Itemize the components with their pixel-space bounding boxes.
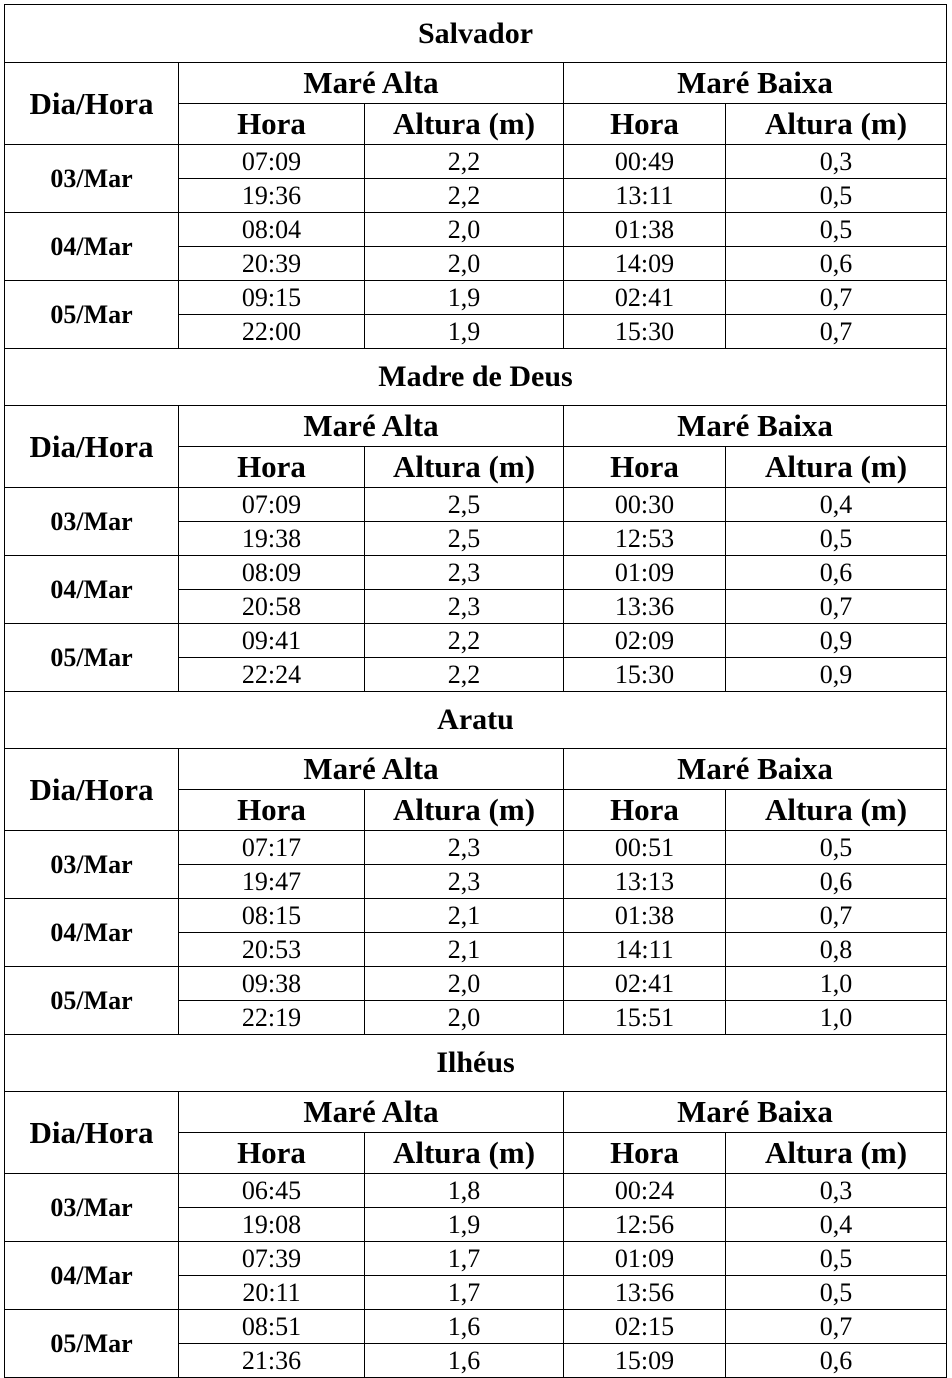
location-title: Aratu bbox=[5, 692, 947, 749]
group-header-row bbox=[5, 63, 947, 104]
alta-altura-cell: 2,0 bbox=[365, 1001, 564, 1035]
location-title: Salvador bbox=[5, 5, 947, 63]
baixa-hora-cell: 13:11 bbox=[564, 179, 726, 213]
table-row bbox=[5, 899, 947, 933]
alta-hora-cell: 07:09 bbox=[179, 488, 365, 522]
mare-alta-header: Maré Alta bbox=[179, 63, 564, 104]
alta-hora-cell: 07:17 bbox=[179, 831, 365, 865]
alta-hora-header: Hora bbox=[179, 790, 365, 831]
alta-hora-cell: 20:53 bbox=[179, 933, 365, 967]
alta-altura-cell: 2,3 bbox=[365, 865, 564, 899]
table-row bbox=[5, 1310, 947, 1344]
baixa-altura-cell: 0,7 bbox=[726, 590, 947, 624]
baixa-altura-cell: 0,7 bbox=[726, 281, 947, 315]
location-title-row bbox=[5, 1035, 947, 1092]
alta-hora-cell: 20:11 bbox=[179, 1276, 365, 1310]
alta-hora-cell: 20:39 bbox=[179, 247, 365, 281]
baixa-altura-cell: 0,5 bbox=[726, 831, 947, 865]
table-row bbox=[5, 145, 947, 179]
day-label: 05/Mar bbox=[5, 1310, 179, 1378]
baixa-altura-header: Altura (m) bbox=[726, 790, 947, 831]
baixa-altura-cell: 0,6 bbox=[726, 247, 947, 281]
baixa-hora-cell: 15:30 bbox=[564, 658, 726, 692]
alta-hora-cell: 09:15 bbox=[179, 281, 365, 315]
day-label: 03/Mar bbox=[5, 831, 179, 899]
baixa-altura-cell: 0,6 bbox=[726, 556, 947, 590]
alta-hora-cell: 08:09 bbox=[179, 556, 365, 590]
baixa-altura-cell: 0,7 bbox=[726, 315, 947, 349]
baixa-altura-cell: 0,3 bbox=[726, 145, 947, 179]
alta-hora-header: Hora bbox=[179, 1133, 365, 1174]
alta-altura-cell: 2,3 bbox=[365, 590, 564, 624]
dia-hora-header: Dia/Hora bbox=[5, 1092, 179, 1174]
alta-hora-cell: 19:08 bbox=[179, 1208, 365, 1242]
baixa-altura-cell: 0,7 bbox=[726, 899, 947, 933]
alta-altura-header: Altura (m) bbox=[365, 790, 564, 831]
day-label: 05/Mar bbox=[5, 281, 179, 349]
mare-baixa-header: Maré Baixa bbox=[564, 63, 947, 104]
day-label: 03/Mar bbox=[5, 488, 179, 556]
alta-hora-cell: 19:38 bbox=[179, 522, 365, 556]
baixa-altura-cell: 0,8 bbox=[726, 933, 947, 967]
baixa-hora-cell: 15:09 bbox=[564, 1344, 726, 1378]
alta-altura-cell: 1,7 bbox=[365, 1276, 564, 1310]
baixa-hora-cell: 13:56 bbox=[564, 1276, 726, 1310]
baixa-altura-header: Altura (m) bbox=[726, 447, 947, 488]
day-label: 03/Mar bbox=[5, 145, 179, 213]
dia-hora-header: Dia/Hora bbox=[5, 63, 179, 145]
baixa-hora-cell: 01:09 bbox=[564, 556, 726, 590]
alta-hora-header: Hora bbox=[179, 447, 365, 488]
alta-altura-cell: 1,6 bbox=[365, 1310, 564, 1344]
alta-altura-header: Altura (m) bbox=[365, 1133, 564, 1174]
mare-baixa-header: Maré Baixa bbox=[564, 749, 947, 790]
tide-table-body bbox=[5, 5, 947, 1378]
mare-baixa-header: Maré Baixa bbox=[564, 406, 947, 447]
alta-hora-cell: 22:24 bbox=[179, 658, 365, 692]
day-label: 04/Mar bbox=[5, 556, 179, 624]
group-header-row bbox=[5, 406, 947, 447]
table-row bbox=[5, 488, 947, 522]
baixa-altura-cell: 0,4 bbox=[726, 1208, 947, 1242]
mare-alta-header: Maré Alta bbox=[179, 749, 564, 790]
alta-hora-cell: 07:39 bbox=[179, 1242, 365, 1276]
baixa-altura-cell: 0,6 bbox=[726, 865, 947, 899]
baixa-altura-cell: 1,0 bbox=[726, 967, 947, 1001]
baixa-hora-cell: 12:56 bbox=[564, 1208, 726, 1242]
alta-hora-cell: 19:47 bbox=[179, 865, 365, 899]
day-label: 03/Mar bbox=[5, 1174, 179, 1242]
alta-altura-cell: 2,1 bbox=[365, 899, 564, 933]
alta-hora-header: Hora bbox=[179, 104, 365, 145]
table-row bbox=[5, 556, 947, 590]
alta-hora-cell: 08:51 bbox=[179, 1310, 365, 1344]
dia-hora-header: Dia/Hora bbox=[5, 749, 179, 831]
baixa-hora-cell: 02:41 bbox=[564, 967, 726, 1001]
baixa-hora-cell: 14:11 bbox=[564, 933, 726, 967]
alta-hora-cell: 19:36 bbox=[179, 179, 365, 213]
tide-table bbox=[4, 4, 947, 1378]
alta-altura-cell: 1,9 bbox=[365, 315, 564, 349]
baixa-hora-cell: 01:38 bbox=[564, 899, 726, 933]
baixa-altura-cell: 0,9 bbox=[726, 624, 947, 658]
baixa-hora-cell: 00:51 bbox=[564, 831, 726, 865]
alta-altura-cell: 2,2 bbox=[365, 624, 564, 658]
location-title: Ilhéus bbox=[5, 1035, 947, 1092]
baixa-hora-cell: 01:38 bbox=[564, 213, 726, 247]
location-title-row bbox=[5, 5, 947, 63]
alta-altura-cell: 2,3 bbox=[365, 831, 564, 865]
baixa-hora-header: Hora bbox=[564, 104, 726, 145]
mare-alta-header: Maré Alta bbox=[179, 1092, 564, 1133]
day-label: 04/Mar bbox=[5, 899, 179, 967]
dia-hora-header: Dia/Hora bbox=[5, 406, 179, 488]
baixa-hora-cell: 01:09 bbox=[564, 1242, 726, 1276]
alta-altura-cell: 2,5 bbox=[365, 488, 564, 522]
alta-altura-cell: 2,2 bbox=[365, 145, 564, 179]
location-title-row bbox=[5, 349, 947, 406]
baixa-hora-cell: 02:09 bbox=[564, 624, 726, 658]
table-row bbox=[5, 624, 947, 658]
baixa-hora-cell: 13:36 bbox=[564, 590, 726, 624]
alta-altura-cell: 1,8 bbox=[365, 1174, 564, 1208]
alta-hora-cell: 09:38 bbox=[179, 967, 365, 1001]
alta-altura-cell: 2,0 bbox=[365, 967, 564, 1001]
alta-hora-cell: 06:45 bbox=[179, 1174, 365, 1208]
baixa-hora-cell: 02:15 bbox=[564, 1310, 726, 1344]
alta-altura-header: Altura (m) bbox=[365, 104, 564, 145]
baixa-altura-cell: 0,5 bbox=[726, 522, 947, 556]
baixa-hora-cell: 00:49 bbox=[564, 145, 726, 179]
baixa-altura-cell: 0,5 bbox=[726, 1276, 947, 1310]
day-label: 04/Mar bbox=[5, 1242, 179, 1310]
baixa-hora-cell: 02:41 bbox=[564, 281, 726, 315]
alta-altura-cell: 1,6 bbox=[365, 1344, 564, 1378]
baixa-hora-cell: 15:30 bbox=[564, 315, 726, 349]
day-label: 05/Mar bbox=[5, 967, 179, 1035]
location-title-row bbox=[5, 692, 947, 749]
alta-altura-cell: 1,9 bbox=[365, 1208, 564, 1242]
table-row bbox=[5, 831, 947, 865]
baixa-altura-header: Altura (m) bbox=[726, 1133, 947, 1174]
baixa-hora-header: Hora bbox=[564, 790, 726, 831]
alta-hora-cell: 08:15 bbox=[179, 899, 365, 933]
alta-hora-cell: 08:04 bbox=[179, 213, 365, 247]
table-row bbox=[5, 213, 947, 247]
alta-altura-cell: 2,0 bbox=[365, 247, 564, 281]
baixa-hora-header: Hora bbox=[564, 1133, 726, 1174]
alta-hora-cell: 22:00 bbox=[179, 315, 365, 349]
alta-hora-cell: 21:36 bbox=[179, 1344, 365, 1378]
baixa-altura-cell: 0,7 bbox=[726, 1310, 947, 1344]
baixa-altura-cell: 0,4 bbox=[726, 488, 947, 522]
baixa-altura-cell: 0,5 bbox=[726, 1242, 947, 1276]
alta-altura-cell: 1,7 bbox=[365, 1242, 564, 1276]
baixa-altura-cell: 0,3 bbox=[726, 1174, 947, 1208]
alta-hora-cell: 07:09 bbox=[179, 145, 365, 179]
baixa-hora-cell: 15:51 bbox=[564, 1001, 726, 1035]
baixa-hora-cell: 00:24 bbox=[564, 1174, 726, 1208]
alta-altura-cell: 2,0 bbox=[365, 213, 564, 247]
baixa-hora-cell: 14:09 bbox=[564, 247, 726, 281]
alta-altura-cell: 2,3 bbox=[365, 556, 564, 590]
baixa-hora-cell: 13:13 bbox=[564, 865, 726, 899]
mare-baixa-header: Maré Baixa bbox=[564, 1092, 947, 1133]
alta-altura-cell: 2,2 bbox=[365, 179, 564, 213]
baixa-altura-cell: 0,5 bbox=[726, 213, 947, 247]
table-row bbox=[5, 1174, 947, 1208]
baixa-altura-header: Altura (m) bbox=[726, 104, 947, 145]
table-row bbox=[5, 967, 947, 1001]
baixa-altura-cell: 0,6 bbox=[726, 1344, 947, 1378]
baixa-altura-cell: 0,5 bbox=[726, 179, 947, 213]
alta-altura-cell: 2,1 bbox=[365, 933, 564, 967]
baixa-altura-cell: 1,0 bbox=[726, 1001, 947, 1035]
mare-alta-header: Maré Alta bbox=[179, 406, 564, 447]
alta-altura-cell: 2,5 bbox=[365, 522, 564, 556]
group-header-row bbox=[5, 749, 947, 790]
baixa-altura-cell: 0,9 bbox=[726, 658, 947, 692]
day-label: 04/Mar bbox=[5, 213, 179, 281]
alta-hora-cell: 09:41 bbox=[179, 624, 365, 658]
baixa-hora-cell: 12:53 bbox=[564, 522, 726, 556]
baixa-hora-cell: 00:30 bbox=[564, 488, 726, 522]
alta-altura-header: Altura (m) bbox=[365, 447, 564, 488]
alta-hora-cell: 22:19 bbox=[179, 1001, 365, 1035]
group-header-row bbox=[5, 1092, 947, 1133]
table-row bbox=[5, 1242, 947, 1276]
table-row bbox=[5, 281, 947, 315]
alta-altura-cell: 1,9 bbox=[365, 281, 564, 315]
alta-altura-cell: 2,2 bbox=[365, 658, 564, 692]
baixa-hora-header: Hora bbox=[564, 447, 726, 488]
alta-hora-cell: 20:58 bbox=[179, 590, 365, 624]
day-label: 05/Mar bbox=[5, 624, 179, 692]
location-title: Madre de Deus bbox=[5, 349, 947, 406]
